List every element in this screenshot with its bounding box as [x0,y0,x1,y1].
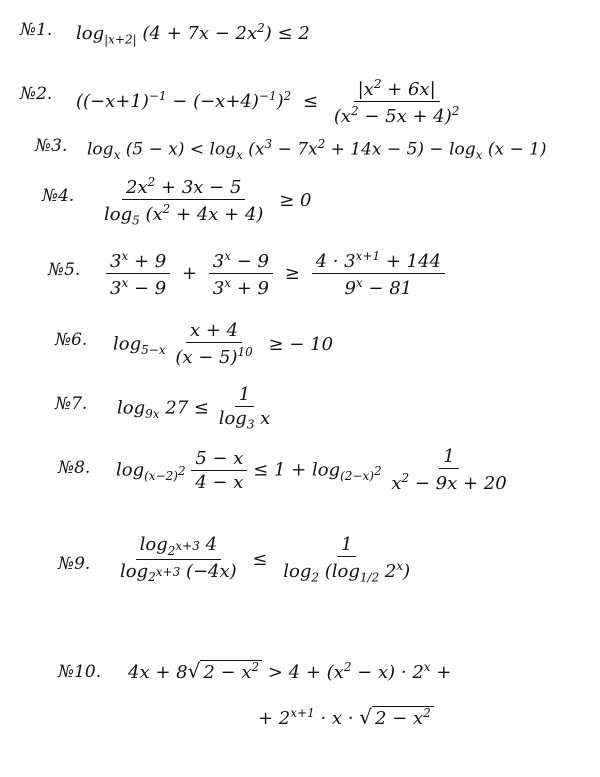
problem-expression-line-1: 4x + 8√ $2 - x^2 > 4 + (x^2 - x) \cdot 2^x$ + [128,659,452,683]
fraction: $\frac{x + 4}{(x - 5)^{10}}$ [175,320,253,368]
fraction: $\frac{4 \cdot 3^{x+1} + 144}{9^x - 81}$ [312,250,445,298]
fraction: $\frac{2x^2 + 3x - 5}{\log_5 (x^2 + 4x + 4)}$ [104,175,264,228]
problem-number: №2. [20,84,53,104]
fraction: $\frac{3^x - 9}{3^x + 9}$ [209,250,273,298]
fraction: $\frac{1}{\log_3 x}$ [218,384,271,432]
problem-number: №6. [55,330,88,350]
problem-number: №9. [58,554,91,574]
problem-number: №10. [58,662,102,682]
problem-number: №1. [20,20,53,40]
fraction: $\frac{|x^2 + 6x|}{(x^2 - 5x + 4)^2}$ [333,77,460,127]
problem-number: №4. [42,186,75,206]
problem-expression: $\log_x (5 - x) < \log_x (x^3 - 7x^2 + 14x - 5) - \log_x (x - 1)$ [87,137,547,163]
problem-number: №7. [55,394,88,414]
problem-expression: $\log_{9x} 27$ ≤ $\frac{1}{\log_3 x}$ [117,386,274,431]
fraction: $\frac{1}{\log_2 (\log_{1/2} 2^x)}$ [283,534,411,585]
problem-expression: $\log_{5-x}$ $\frac{x + 4}{(x - 5)^{10}}$ ≥ − 10 [113,320,334,368]
problem-expression: $\frac{\log_{2^{x+3}} 4}{\log_{2^{x+3}} (-4x)}$ ≤ $\frac{1}{\log_2 (\log_{1/2} 2^x)}$ [116,536,414,584]
problem-expression: $\log_{|x+2|} (4 + 7x - 2x^2) \le 2$ [76,21,310,47]
fraction: $\frac{1}{x^2 - 9x + 20}$ [391,446,507,494]
problem-expression: $((-x+1)^{-1} - (-x+4)^{-1})^2$ ≤ $\frac{|x^2 + 6x|}{(x^2 - 5x + 4)^2}$ [76,78,463,126]
problem-number: №8. [58,458,91,478]
problem-expression: $\frac{3^x + 9}{3^x - 9}$ + $\frac{3^x - 9}{3^x + 9}$ ≥ $\frac{4 \cdot 3^{x+1} + 144}{9^x - 81}$ [106,250,445,298]
problem-number: №3. [35,136,68,156]
fraction: $\frac{3^x + 9}{3^x - 9}$ [106,250,170,298]
problem-number: №5. [48,260,81,280]
fraction: $\frac{\log_{2^{x+3}} 4}{\log_{2^{x+3}} (-4x)}$ [120,534,237,585]
problem-expression-line-2: + $2^{x+1} \cdot x$ · √ $2 - x^2$ [258,706,434,728]
problem-expression: $\frac{2x^2 + 3x - 5}{\log_5 (x^2 + 4x + 4)}$ ≥ 0 [100,176,317,227]
fraction: $\frac{5 - x}{4 - x}$ [191,450,247,492]
problem-expression: $\log_{(x-2)^2}$ $\frac{5 - x}{4 - x}$ ≤ $1 + \log_{(2-x)^2}$ $\frac{1}{x^2 - 9x + 20}$ [116,448,511,493]
